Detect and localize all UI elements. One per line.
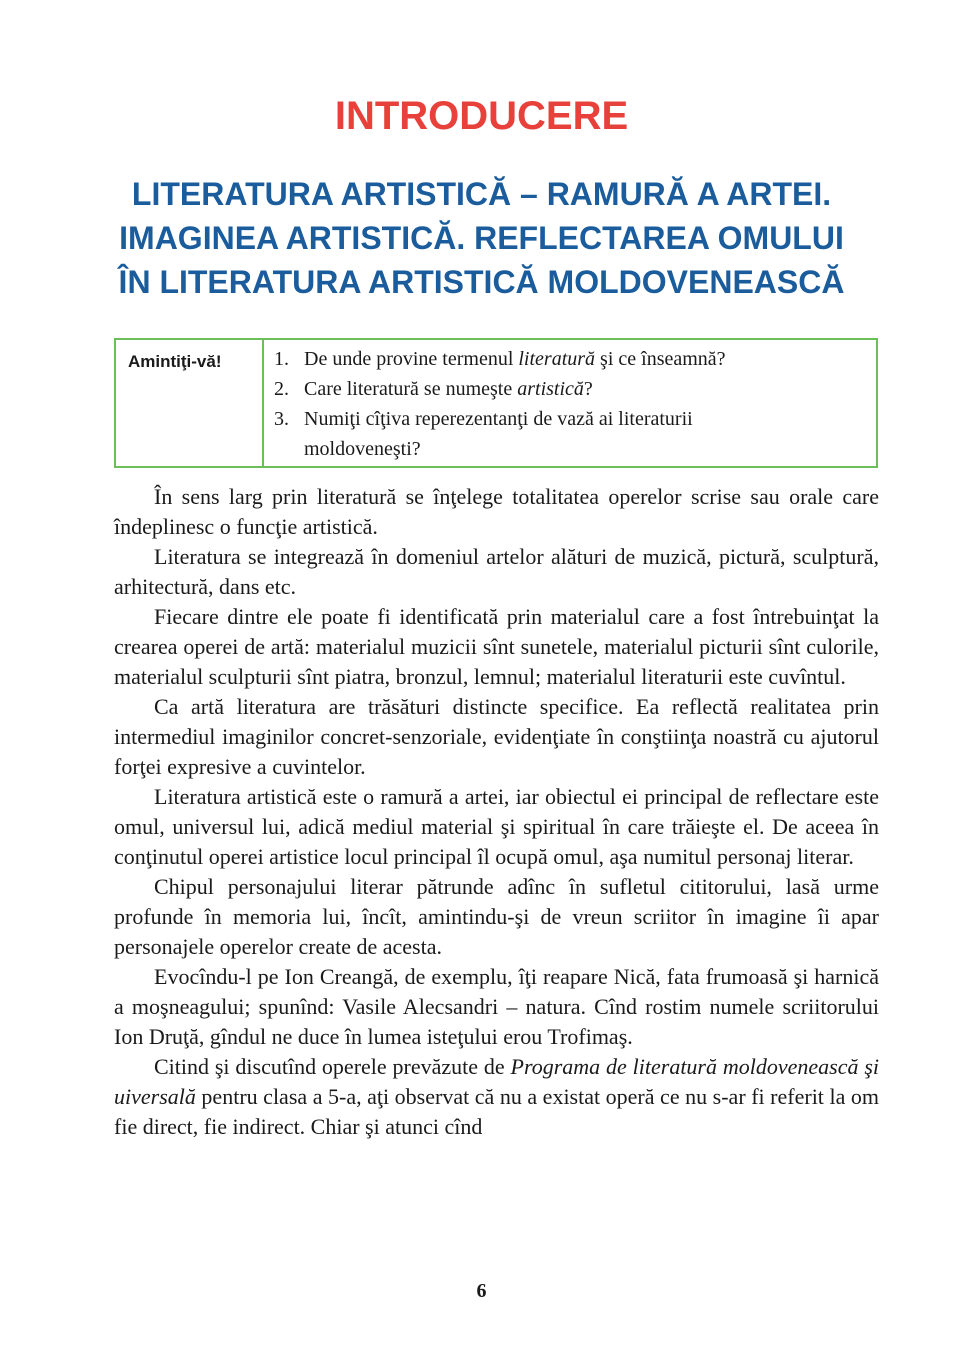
- paragraph: Evocîndu-l pe Ion Creangă, de exemplu, îţi reapare Nică, fata frumoasă şi harnică a moşneagului; spunînd: Vasile Alecsandri – natura. Cînd rostim numele scriitorului Ion Druţă, gîndul ne duce în lumea isteţului erou Trofimaş.: [114, 964, 879, 1049]
- paragraph: Chipul personajului literar pătrunde adînc în sufletul cititorului, lasă urme profunde în memoria lui, încît, amintindu-şi de vreun scriitor în imagine îi apar personajele operelor create de acesta.: [114, 874, 879, 959]
- chapter-subtitle: [0, 172, 963, 304]
- subtitle-line: LITERATURA ARTISTICĂ – RAMURĂ A ARTEI.: [131, 176, 832, 212]
- question-item: [274, 374, 876, 404]
- question-text: Numiţi cîţiva reperezentanţi de vază ai literaturii moldoveneşti?: [304, 408, 693, 460]
- question-text: De unde provine termenul literatură şi ce înseamnă?: [304, 348, 726, 370]
- paragraph: În sens larg prin literatură se înţelege totalitatea operelor scrise sau orale care îndeplinesc o funcţie artistică.: [114, 484, 879, 539]
- question-number: 1.: [274, 348, 289, 370]
- paragraph: Fiecare dintre ele poate fi identificată prin materialul care a fost întrebuinţat la crearea operei de artă: materialul muzicii sînt sunetele, materialul picturii sînt culorile, materialul sculpturii sînt piatra, bronzul, lemnul; materialul literaturii este cuvîntul.: [114, 604, 879, 689]
- page-number: 6: [476, 1280, 487, 1302]
- subtitle-line: ÎN LITERATURA ARTISTICĂ MOLDOVENEASCĂ: [118, 264, 845, 300]
- subtitle-line: IMAGINEA ARTISTICĂ. REFLECTAREA OMULUI: [119, 220, 844, 256]
- recall-questions: [264, 340, 876, 466]
- question-text: Care literatură se numeşte artistică?: [304, 378, 593, 400]
- question-item: [274, 344, 876, 374]
- recall-label: Amintiţi-vă!: [116, 340, 264, 466]
- section-title: INTRODUCERE: [334, 94, 629, 138]
- program-title: Programa de literatură moldovenească şi uiversală: [114, 1054, 880, 1109]
- paragraph: Literatura se integrează în domeniul artelor alături de muzică, pictură, sculptură, arhitectură, dans etc.: [114, 544, 879, 599]
- question-item: [274, 404, 876, 464]
- question-number: 2.: [274, 378, 289, 400]
- paragraph: Citind şi discutînd operele prevăzute de Programa de literatură moldovenească şi uiversală pentru clasa a 5-a, aţi observat că nu a existat operă ce nu s-ar fi referit la om fie direct, fie indirect. Chiar şi atunci cînd: [114, 1054, 880, 1139]
- question-number: 3.: [274, 408, 289, 430]
- paragraph: Ca artă literatura are trăsături distincte specifice. Ea reflectă realitatea prin intermediul imaginilor concret-senzoriale, evidenţiate în conştiinţa noastră cu ajutorul forţei expresive a cuvintelor.: [114, 694, 879, 779]
- paragraph: Literatura artistică este o ramură a artei, iar obiectul ei principal de reflectare este omul, universul lui, adică mediul material şi spiritual în care trăieşte el. De aceea în conţinutul operei artistice locul principal îl ocupă omul, aşa numitul personaj literar.: [114, 784, 879, 869]
- body-text: [114, 482, 879, 1142]
- recall-box: [114, 338, 878, 468]
